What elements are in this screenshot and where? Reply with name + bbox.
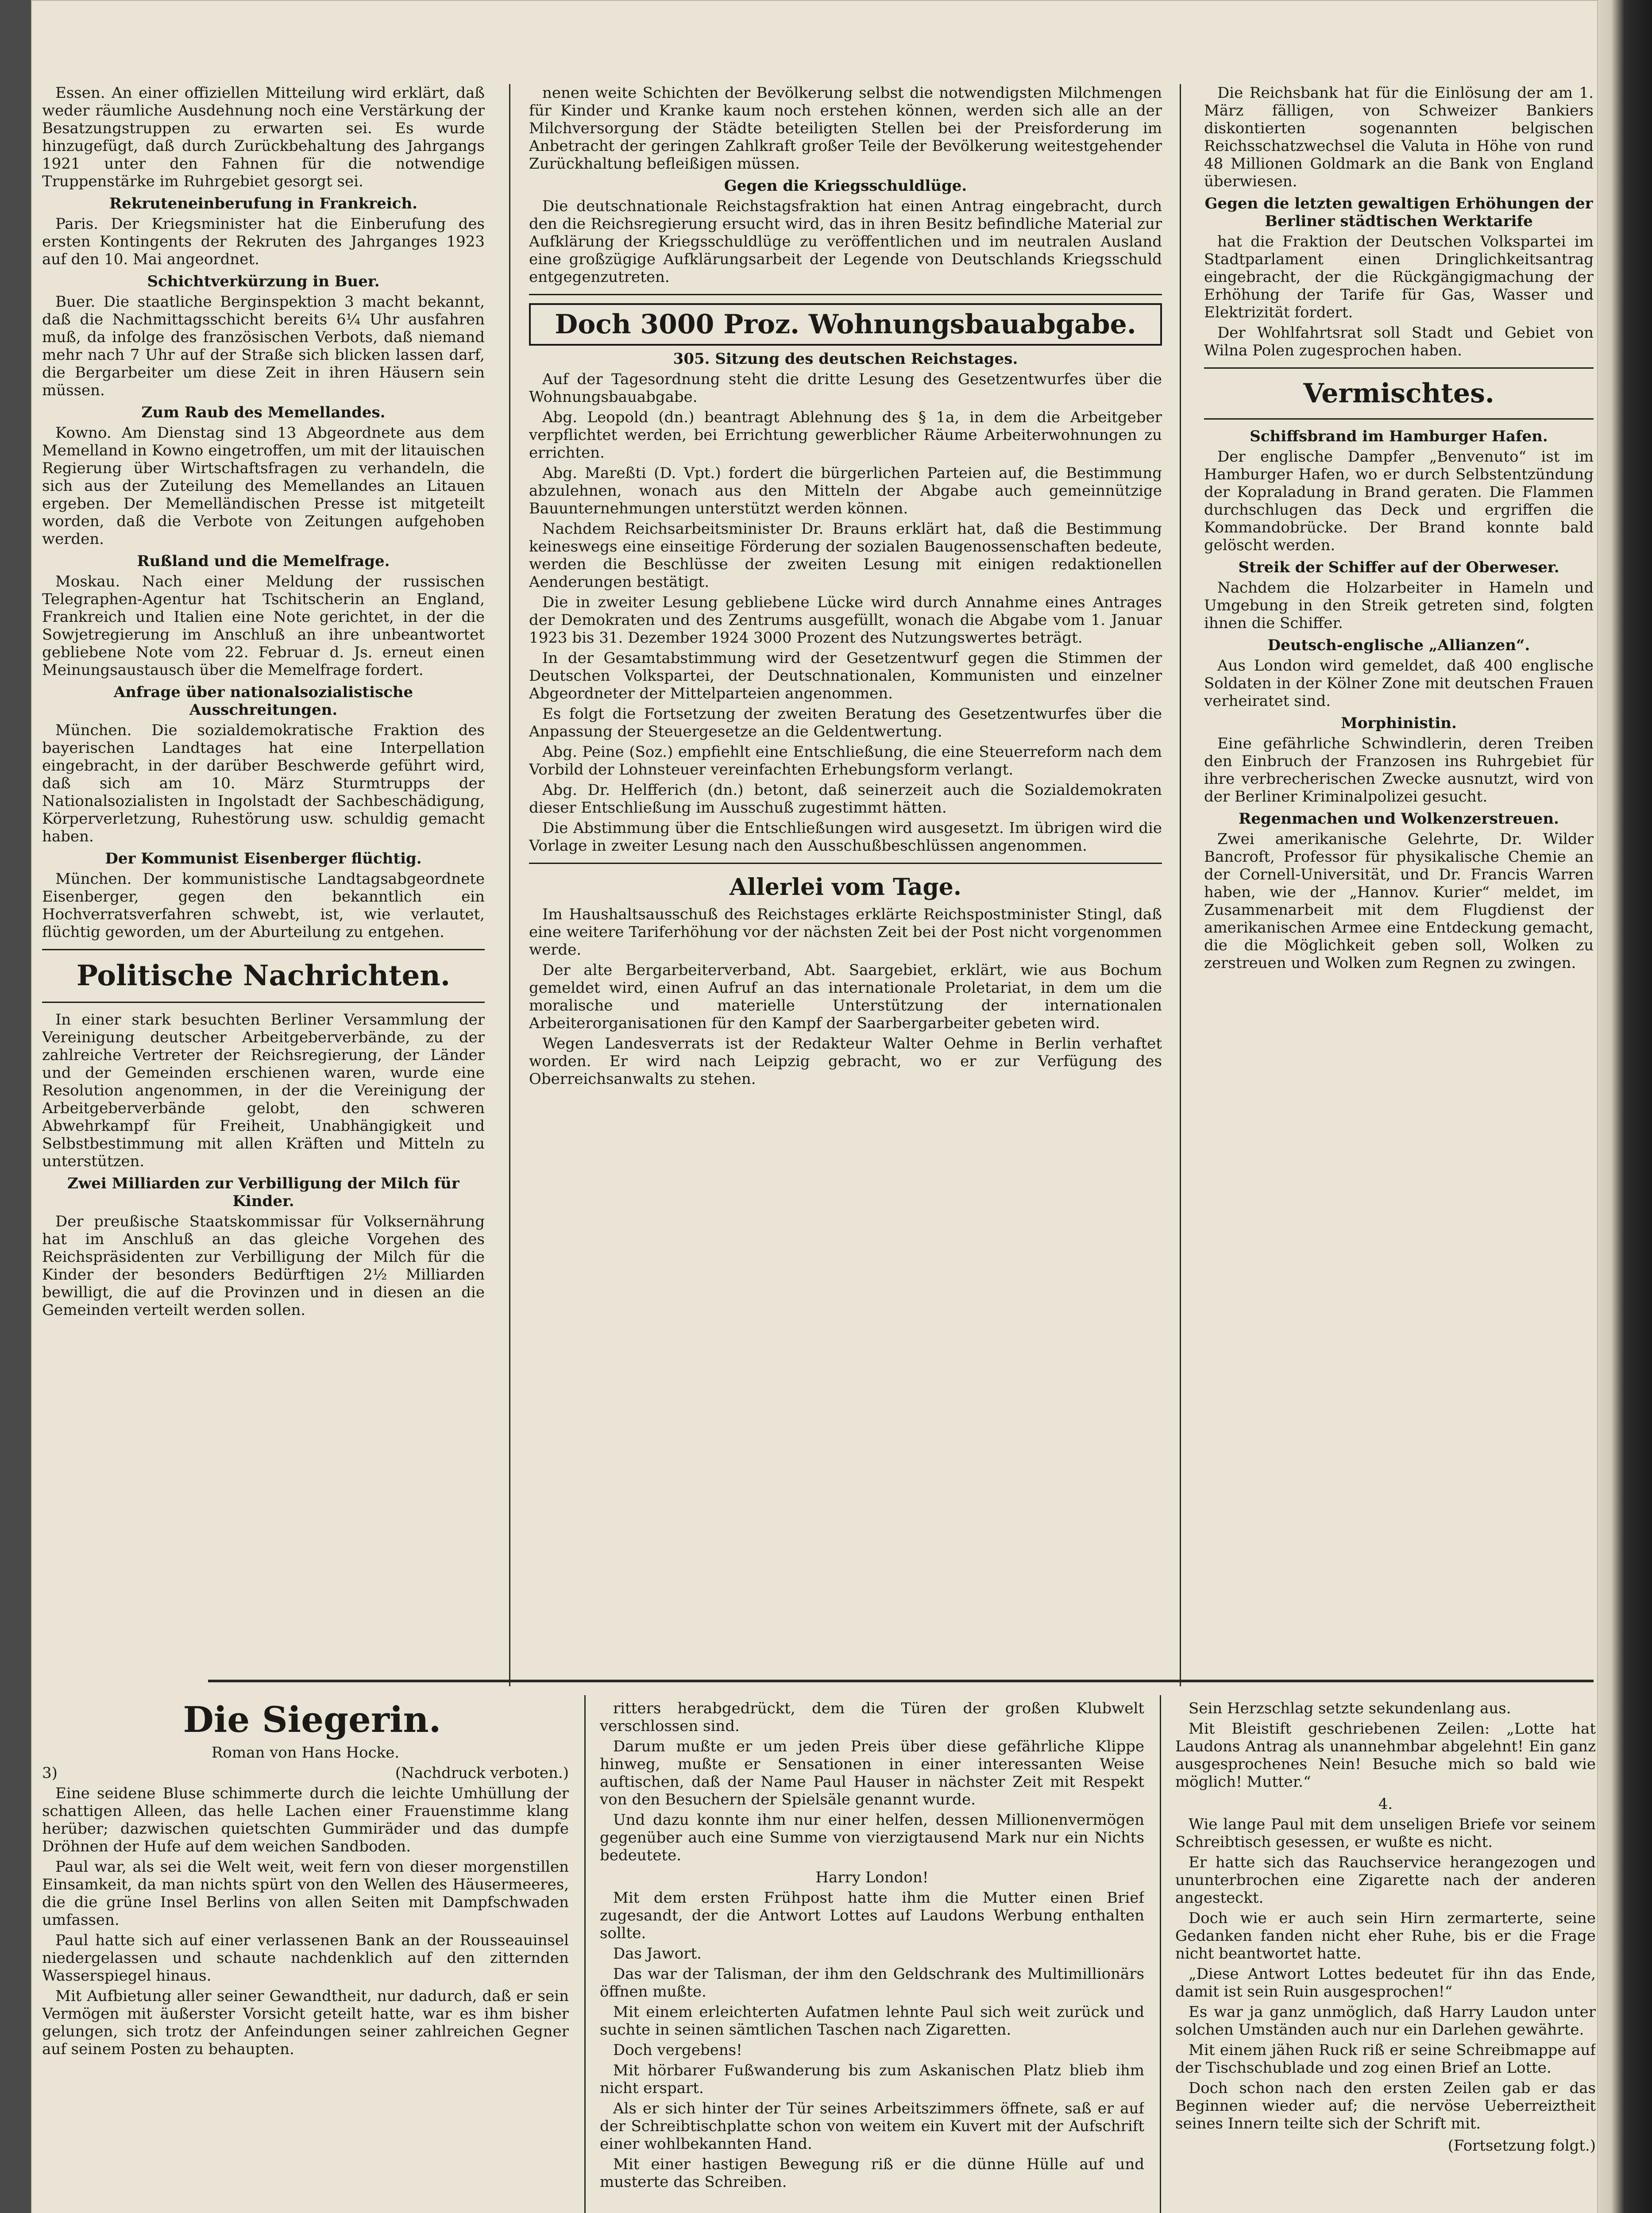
- article-text: Kowno. Am Dienstag sind 13 Abgeordnete aus dem Memelland in Kowno eingetroffen, um mit der litauischen Regierung über Wirtschaftsfragen zu verhandeln, die sich aus der Zuteilung des Memellandes an Litauen ergeben. Der Memelländischen Presse ist mitgeteilt worden, daß die Verbote von Zeitungen aufgehoben werden.: [42, 424, 485, 548]
- article-text: Nachdem die Holzarbeiter in Hameln und Umgebung in den Streik getreten sind, folgten ihnen die Schiffer.: [1204, 579, 1594, 632]
- article-text: Aus London wird gemeldet, daß 400 englische Soldaten in der Kölner Zone mit deutschen Frauen verheiratet sind.: [1204, 657, 1594, 710]
- article-intro: Essen. An einer offiziellen Mitteilung wird erklärt, daß weder räumliche Ausdehnung noch eine Verstärkung der Besatzungstruppen zu erwarten sei. Es wurde hinzugefügt, daß durch Zurückbehaltung des Jahrgangs 1921 unter den Fahnen für die notwendige Truppenstärke im Ruhrgebiet gesorgt sei.: [42, 84, 485, 190]
- novel-column-2: [600, 1700, 1144, 2213]
- novel-text: Harry London!: [815, 1869, 929, 1886]
- article-text: Moskau. Nach einer Meldung der russischen Telegraphen-Agentur hat Tschitscherin an England, Frankreich und Italien eine Note gerichtet, in der die Sowjetregierung im Anschluß an ihre unbeantwortet gebliebene Note vom 22. Februar d. Js. erneut einen Meinungsaustausch über die Memelfrage fordert.: [42, 573, 485, 679]
- novel-column-3: [1175, 1700, 1596, 2213]
- article-text: Eine gefährliche Schwindlerin, deren Treiben den Einbruch der Franzosen ins Ruhrgebiet für ihre verbrecherischen Zwecke ausnutzt, wird von der Berliner Kriminalpolizei gesucht.: [1204, 735, 1594, 806]
- feuilleton-rule: [208, 1680, 1594, 1682]
- novel-text: Als er sich hinter der Tür seines Arbeitszimmers öffnete, saß er auf der Schreibtischplatte schon von weitem ein Kuvert mit der Aufschrift einer wohlbekannten Hand.: [600, 2100, 1144, 2153]
- article-heading: Rekruteneinberufung in Frankreich.: [109, 195, 418, 212]
- article-text: München. Die sozialdemokratische Fraktion des bayerischen Landtages hat eine Interpellation eingebracht, in der darüber Beschwerde geführt wird, daß sich am 10. März Sturmtrupps der Nationalsozialisten in Ingolstadt der Sachbeschädigung, Körperverletzung, Ruhestörung usw. schuldig gemacht haben.: [42, 721, 485, 845]
- article-heading: Rußland und die Memelfrage.: [137, 552, 390, 570]
- article-text: Es folgt die Fortsetzung der zweiten Beratung des Gesetzentwurfes über die Anpassung der Steuergesetze an die Geldentwertung.: [529, 705, 1162, 740]
- column-left: [42, 84, 485, 1713]
- article-text: Wegen Landesverrats ist der Redakteur Walter Oehme in Berlin verhaftet worden. Er wird nach Leipzig gebracht, wo er zur Verfügung des Oberreichsanwalts zu stehen.: [529, 1035, 1162, 1088]
- article-heading: Anfrage über nationalsozialistische Ausschreitungen.: [113, 683, 413, 719]
- article-heading: Schiffsbrand im Hamburger Hafen.: [1250, 428, 1548, 445]
- novel-text: Mit einem jähen Ruck riß er seine Schreibmappe auf der Tischschublade und zog einen Brief an Lotte.: [1175, 2041, 1596, 2077]
- section-divider: [1204, 367, 1594, 369]
- novel-column-1: [42, 1700, 569, 2213]
- novel-text: Er hatte sich das Rauchservice herangezogen und ununterbrochen eine Zigarette nach der anderen angesteckt.: [1175, 1854, 1596, 1907]
- column-rule: [584, 1695, 586, 2213]
- novel-text: Es war ja ganz unmöglich, daß Harry Laudon unter solchen Umständen auch nur ein Darlehen gewährte.: [1175, 2003, 1596, 2039]
- article-text: Die Reichsbank hat für die Einlösung der am 1. März fälligen, von Schweizer Bankiers diskontierten sogenannten belgischen Reichsschatzwechsel die Valuta in Höhe von rund 48 Millionen Goldmark an die Bank von England überwiesen.: [1204, 84, 1594, 190]
- article-text: Die deutschnationale Reichstagsfraktion hat einen Antrag eingebracht, durch den die Reichsregierung ersucht wird, das in ihren Besitz befindliche Material zur Aufklärung der Kriegsschuldlüge zu veröffentlichen und im neutralen Ausland eine großzügige Aufklärungsarbeit der Legende von Deutschlands Kriegsschuld entgegenzutreten.: [529, 197, 1162, 286]
- article-text: nenen weite Schichten der Bevölkerung selbst die notwendigsten Milchmengen für Kinder und Kranke kaum noch erstehen können, werden sich alle an der Milchversorgung der Städte beteiligten Stellen bei der Preisforderung im Anbetracht der geringen Zahlkraft großer Teile der Bevölkerung weitestgehender Zurückhaltung befleißigen müssen.: [529, 84, 1162, 173]
- novel-text: ritters herabgedrückt, dem die Türen der großen Klubwelt verschlossen sind.: [600, 1700, 1144, 1735]
- novel-text: Paul war, als sei die Welt weit, weit fern von dieser morgenstillen Einsamkeit, da man nichts spürt von den Wellen des Häusermeeres, die die grüne Insel Berlins von allen Seiten mit Dampfschwaden umfassen.: [42, 1858, 569, 1929]
- article-heading: Zwei Milliarden zur Verbilligung der Milch für Kinder.: [67, 1175, 459, 1210]
- novel-text: Das war der Talisman, der ihm den Geldschrank des Multimillionärs öffnen mußte.: [600, 1965, 1144, 2001]
- section-title: Politische Nachrichten.: [76, 959, 451, 992]
- column-rule: [1160, 1695, 1161, 2213]
- novel-text: Mit dem ersten Frühpost hatte ihm die Mutter einen Brief zugesandt, der die Antwort Lottes auf Laudons Werbung enthalten sollte.: [600, 1889, 1144, 1942]
- section-number: 4.: [1378, 1795, 1393, 1813]
- article-text: Abg. Peine (Soz.) empfiehlt eine Entschließung, die eine Steuerreform nach dem Vorbild der Lohnsteuer vereinfachten Erhebungsform verlangt.: [529, 743, 1162, 779]
- article-text: Buer. Die staatliche Berginspektion 3 macht bekannt, daß die Nachmittagsschicht bereits 6¼ Uhr ausfahren muß, da infolge des französischen Verbots, daß niemand mehr nach 7 Uhr auf der Straße sich blicken lassen darf, die Bergarbeiter um diese Zeit in ihren Häusern sein müssen.: [42, 293, 485, 399]
- section-divider: [42, 1002, 485, 1003]
- article-heading: Morphinistin.: [1341, 714, 1457, 732]
- section-title: Vermischtes.: [1303, 378, 1494, 409]
- article-text: Abg. Leopold (dn.) beantragt Ablehnung des § 1a, in dem die Arbeitgeber verpflichtet werden, bei Errichtung gewerblicher Räume Arbeiterwohnungen zu errichten.: [529, 409, 1162, 462]
- novel-text: Darum mußte er um jeden Preis über diese gefährliche Klippe hinweg, mußte er Sensationen in einer interessanten Weise auftischen, daß der Name Paul Hauser in nächster Zeit mit Respekt von den Besuchern der Spielsäle genannt wurde.: [600, 1738, 1144, 1808]
- article-heading: Zum Raub des Memellandes.: [141, 404, 386, 421]
- column-rule: [1180, 84, 1181, 1686]
- article-heading: Schichtverkürzung in Buer.: [147, 273, 380, 290]
- article-text: Der preußische Staatskommissar für Volksernährung hat im Anschluß an das gleiche Vorgehen des Reichspräsidenten zur Verbilligung der Milch für die Kinder der besonders Bedürftigen 2½ Milliarden bewilligt, die auf die Provinzen und in diesen an die Gemeinden verteilt werden sollen.: [42, 1213, 485, 1319]
- article-text: Der Wohlfahrtsrat soll Stadt und Gebiet von Wilna Polen zugesprochen haben.: [1204, 324, 1594, 359]
- reprint-note: (Nachdruck verboten.): [395, 1764, 569, 1782]
- article-text: Abg. Mareßti (D. Vpt.) fordert die bürgerlichen Parteien auf, die Bestimmung abzulehnen, wonach aus den Mitteln der Abgabe auch gemeinnützige Bauunternehmungen unterstützt werden können.: [529, 464, 1162, 517]
- section-divider: [42, 949, 485, 950]
- article-heading: Regenmachen und Wolkenzerstreuen.: [1239, 810, 1559, 828]
- column-right: [1204, 84, 1594, 1686]
- article-text: Die in zweiter Lesung gebliebene Lücke wird durch Annahme eines Antrages der Demokraten und des Zentrums ausgefüllt, wonach die Abgabe vom 1. Januar 1923 bis 31. Dezember 1924 3000 Prozent des Nutzungswertes beträgt.: [529, 594, 1162, 647]
- novel-text: Und dazu konnte ihm nur einer helfen, dessen Millionenvermögen gegenüber auch eine Summe von vierzigtausend Mark nur ein Nichts bedeutete.: [600, 1811, 1144, 1864]
- novel-text: Mit Bleistift geschriebenen Zeilen: „Lotte hat Laudons Antrag als unannehmbar abgelehnt! Ein ganz ausgesprochenes Nein! Besuche mich so bald wie möglich! Mutter.“: [1175, 1720, 1596, 1791]
- article-text: Der alte Bergarbeiterverband, Abt. Saargebiet, erklärt, wie aus Bochum gemeldet wird, einen Aufruf an das internationale Proletariat, in dem um die moralische und materielle Unterstützung der internationalen Arbeiterorganisationen für den Kampf der Saarbergarbeiter gebeten wird.: [529, 961, 1162, 1032]
- article-text: Abg. Dr. Helfferich (dn.) betont, daß seinerzeit auch die Sozialdemokraten dieser Entschließung im Ausschuß zugestimmt hätten.: [529, 781, 1162, 817]
- novel-text: Das Jawort.: [613, 1945, 702, 1962]
- article-text: Nachdem Reichsarbeitsminister Dr. Brauns erklärt hat, daß die Bestimmung keineswegs eine einseitige Förderung der sozialen Baugenossenschaften bedeute, werden die Beschlüsse der zweiten Lesung mit einigen redaktionellen Aenderungen bestätigt.: [529, 520, 1162, 591]
- headline: Doch 3000 Proz. Wohnungsbauabgabe.: [529, 303, 1162, 346]
- novel-text: Doch wie er auch sein Hirn zermarterte, seine Gedanken fanden nicht eher Ruhe, bis er die Frage nicht beantwortet hatte.: [1175, 1909, 1596, 1962]
- article-text: Die Abstimmung über die Entschließungen wird ausgesetzt. Im übrigen wird die Vorlage in zweiter Lesung nach den Ausschußbeschlüssen angenommen.: [529, 819, 1162, 855]
- section-title: Allerlei vom Tage.: [729, 874, 961, 901]
- article-heading: Gegen die Kriegsschuldlüge.: [724, 177, 967, 195]
- section-divider: [529, 294, 1162, 295]
- article-text: München. Der kommunistische Landtagsabgeordnete Eisenberger, gegen den bekanntlich ein Hochverratsverfahren schwebt, ist, wie verlautet, flüchtig geworden, um der Aburteilung zu entgehen.: [42, 870, 485, 941]
- novel-text: Paul hatte sich auf einer verlassenen Bank an der Rousseauinsel niedergelassen und schaute nachdenklich auf den zitternden Wasserspiegel hinaus.: [42, 1932, 569, 1985]
- novel-text: Doch vergebens!: [613, 2041, 742, 2059]
- novel-title: Die Siegerin.: [183, 1700, 441, 1740]
- article-heading: Deutsch-englische „Allianzen“.: [1267, 636, 1530, 654]
- novel-text: Mit einem erleichterten Aufatmen lehnte Paul sich weit zurück und suchte in seinen sämtlichen Taschen nach Zigaretten.: [600, 2003, 1144, 2039]
- novel-text: Mit einer hastigen Bewegung riß er die dünne Hülle auf und musterte das Schreiben.: [600, 2155, 1144, 2191]
- novel-text: Sein Herzschlag setzte sekundenlang aus.: [1189, 1700, 1511, 1717]
- novel-text: Eine seidene Bluse schimmerte durch die leichte Umhüllung der schattigen Alleen, das helle Lachen einer Frauenstimme klang herüber; dazwischen quietschten Gummiräder und das dumpfe Dröhnen der Hufe auf dem weichen Sandboden.: [42, 1785, 569, 1855]
- continuation-note: (Fortsetzung folgt.): [1447, 2137, 1596, 2155]
- article-text: Zwei amerikanische Gelehrte, Dr. Wilder Bancroft, Professor für physikalische Chemie an der Cornell-Universität, und Dr. Francis Warren haben, wie der „Hannov. Kurier“ meldet, im Zusammenarbeit mit dem Flugdienst der amerikanischen Armee eine Entdeckung gemacht, die die Möglichkeit geben soll, Wolken zu zerstreuen und Wolken zum Regnen zu zwingen.: [1204, 830, 1594, 972]
- column-rule: [509, 84, 510, 1686]
- section-divider: [1204, 418, 1594, 420]
- session-heading: 305. Sitzung des deutschen Reichstages.: [673, 350, 1018, 368]
- novel-text: Doch schon nach den ersten Zeilen gab er das Beginnen wieder auf; die nervöse Ueberreiztheit seines Innern teilte sich der Schrift mit.: [1175, 2079, 1596, 2132]
- novel-byline: Roman von Hans Hocke.: [211, 1744, 400, 1762]
- novel-text: Mit Aufbietung aller seiner Gewandtheit, nur dadurch, daß er sein Vermögen mit äußerster Vorsicht geteilt hatte, war es ihm bisher gelungen, sich trotz der Anfeindungen seiner zahlreichen Gegner auf seinem Posten zu behaupten.: [42, 1987, 569, 2058]
- article-text: Der englische Dampfer „Benvenuto“ ist im Hamburger Hafen, wo er durch Selbstentzündung der Kopraladung in Brand geraten. Die Flammen durchschlugen das Deck und ergriffen die Kommandobrücke. Der Brand konnte bald gelöscht werden.: [1204, 448, 1594, 554]
- chapter-number: 3): [42, 1764, 58, 1782]
- novel-text: „Diese Antwort Lottes bedeutet für ihn das Ende, damit ist sein Ruin ausgesprochen!“: [1175, 1965, 1596, 2001]
- novel-text: Mit hörbarer Fußwanderung bis zum Askanischen Platz blieb ihm nicht erspart.: [600, 2062, 1144, 2097]
- article-text: Auf der Tagesordnung steht die dritte Lesung des Gesetzentwurfes über die Wohnungsbauabgabe.: [529, 370, 1162, 406]
- column-middle: [529, 84, 1162, 1677]
- article-text: In der Gesamtabstimmung wird der Gesetzentwurf gegen die Stimmen der Deutschen Volkspartei, der Deutschnationalen, Kommunisten und einzelner Abgeordneter der Mittelparteien angenommen.: [529, 649, 1162, 702]
- section-divider: [529, 863, 1162, 864]
- article-text: In einer stark besuchten Berliner Versammlung der Vereinigung deutscher Arbeitgeberverbände, zu der zahlreiche Vertreter der Reichsregierung, der Länder und der Gemeinden erschienen waren, wurde eine Resolution angenommen, in der die Vereinigung der Arbeitgeberverbände gelobt, den schweren Abwehrkampf für Freiheit, Unabhängigkeit und Selbstbestimmung mit allen Kräften und Mitteln zu unterstützen.: [42, 1011, 485, 1170]
- article-text: Im Haushaltsausschuß des Reichstages erklärte Reichspostminister Stingl, daß eine weitere Tariferhöhung vor der nächsten Zeit bei der Post nicht vorgenommen werde.: [529, 906, 1162, 959]
- novel-text: Wie lange Paul mit dem unseligen Briefe vor seinem Schreibtisch gesessen, er wußte es nicht.: [1175, 1816, 1596, 1851]
- article-text: hat die Fraktion der Deutschen Volkspartei im Stadtparlament einen Dringlichkeitsantrag eingebracht, der die Rückgängigmachung der Erhöhung der Tarife für Gas, Wasser und Elektrizität fordert.: [1204, 233, 1594, 321]
- article-heading: Gegen die letzten gewaltigen Erhöhungen der Berliner städtischen Werktarife: [1204, 195, 1593, 230]
- article-heading: Der Kommunist Eisenberger flüchtig.: [105, 850, 422, 867]
- article-heading: Streik der Schiffer auf der Oberweser.: [1238, 559, 1559, 576]
- article-text: Paris. Der Kriegsminister hat die Einberufung des ersten Kontingents der Rekruten des Jahrganges 1923 auf den 10. Mai angeordnet.: [42, 215, 485, 268]
- page-edge: [1598, 0, 1652, 2213]
